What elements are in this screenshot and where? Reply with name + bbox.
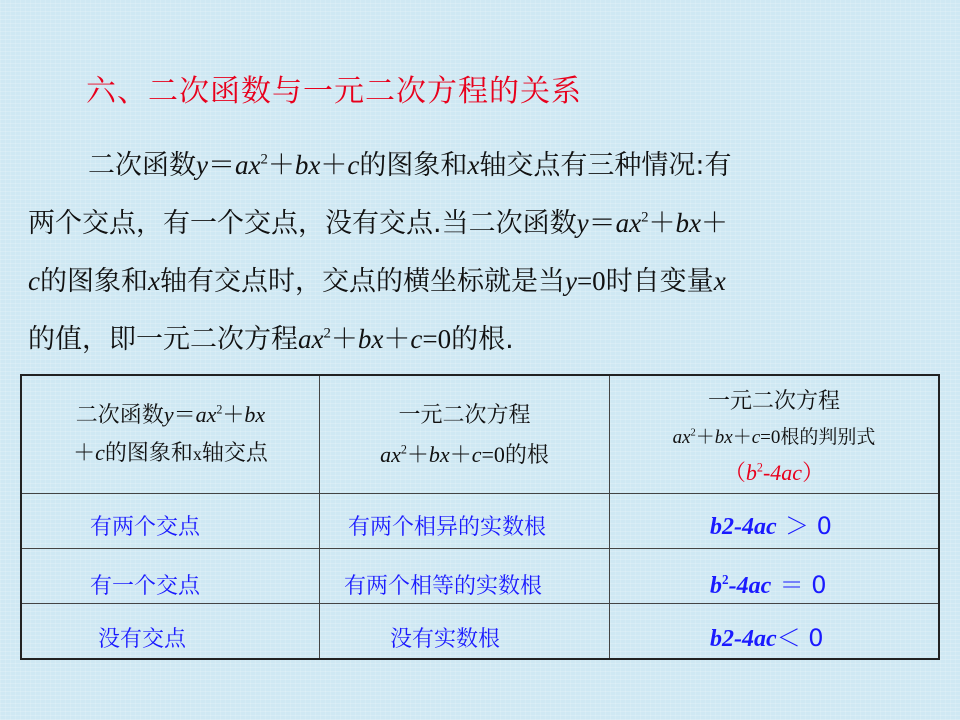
term-c: c xyxy=(28,266,40,296)
header-cell-graph xyxy=(22,376,320,493)
disc-expr: b2-4ac xyxy=(710,514,777,540)
disc-op: ＞ 0 xyxy=(785,512,832,540)
term-c: c xyxy=(347,150,360,180)
exponent: 2 xyxy=(323,325,331,342)
op: ＋ xyxy=(700,208,728,239)
text: 两个交点，有一个交点，没有交点.当二次函数 xyxy=(28,208,577,239)
term-bx: bx xyxy=(675,208,701,238)
cell-graph xyxy=(22,604,320,658)
text: 轴有交点时，交点的横坐标就是当 xyxy=(159,266,565,297)
term-c: c xyxy=(410,324,423,354)
term-c: c xyxy=(471,442,482,467)
op: ＋ xyxy=(383,324,411,355)
roots-text: 有两个相等的实数根 xyxy=(344,573,543,598)
op: ＝ xyxy=(173,403,196,428)
term-bx: bx xyxy=(428,442,450,467)
cell-discriminant xyxy=(610,494,938,548)
paren: （ xyxy=(723,461,746,486)
term-c: c xyxy=(95,440,105,465)
text: 二次函数 xyxy=(88,150,196,181)
cell-discriminant xyxy=(610,604,938,658)
term-ax: ax xyxy=(298,324,324,354)
text: 的图象和 xyxy=(104,441,193,466)
comparison-table xyxy=(20,374,940,660)
disc-b: b xyxy=(710,573,722,599)
text: 的图象和 xyxy=(359,150,468,181)
cell-graph xyxy=(22,549,320,603)
table-header-row xyxy=(22,376,938,494)
table-row xyxy=(22,549,938,604)
var-y: y xyxy=(564,266,577,296)
op: ＋ xyxy=(267,150,295,181)
header-line xyxy=(22,398,319,429)
var-x: x xyxy=(147,266,160,296)
header-line: 一元二次方程 xyxy=(398,403,531,428)
op: ＋ xyxy=(449,443,472,468)
var-y: y xyxy=(163,402,174,427)
header-line xyxy=(320,438,609,469)
text: 轴交点有三种情况:有 xyxy=(479,150,732,181)
op: ＝ xyxy=(207,150,235,181)
paragraph-line-1 xyxy=(28,136,928,194)
term-ax: ax xyxy=(672,427,691,448)
var-y: y xyxy=(196,150,208,180)
slide-title: 六、二次函数与一元二次方程的关系 xyxy=(86,74,582,109)
term-c: c xyxy=(751,427,761,448)
op: =0 xyxy=(576,266,606,296)
disc-op: ＜ 0 xyxy=(776,624,824,652)
term-ax: ax xyxy=(380,442,401,467)
term-ax: ax xyxy=(195,402,217,427)
explanation-paragraph xyxy=(28,136,928,368)
paren: ） xyxy=(802,461,825,486)
cell-roots xyxy=(320,604,610,658)
disc-rest: -4ac xyxy=(728,573,772,599)
op: ＋ xyxy=(648,208,676,239)
paragraph-line-4 xyxy=(28,310,928,368)
term-bx: bx xyxy=(294,150,321,180)
paragraph-line-3 xyxy=(28,252,928,310)
discriminant-text xyxy=(710,565,827,600)
header-line xyxy=(22,436,319,467)
text: 根的判别式 xyxy=(780,426,876,448)
op: =0 xyxy=(422,324,452,354)
op: =0 xyxy=(481,442,505,467)
header-line: 一元二次方程 xyxy=(707,389,840,414)
var-x: x xyxy=(192,444,202,464)
exponent: 2 xyxy=(216,402,223,417)
header-line-discriminant xyxy=(610,456,938,487)
op: ＋ xyxy=(73,441,96,466)
header-line xyxy=(610,422,938,449)
table-row xyxy=(22,604,938,658)
op: ＋ xyxy=(406,443,429,468)
var-y: y xyxy=(576,208,589,238)
graph-text: 有两个交点 xyxy=(90,514,201,539)
term-ax: ax xyxy=(234,150,261,180)
op: ＋ xyxy=(732,426,752,448)
op: =0 xyxy=(760,427,781,448)
term-bx: bx xyxy=(357,324,384,354)
var-x: x xyxy=(467,150,480,180)
discriminant-text xyxy=(710,506,832,541)
term-ax: ax xyxy=(615,208,642,238)
paragraph-line-2 xyxy=(28,194,928,252)
text: 的值，即一元二次方程 xyxy=(28,324,298,355)
term-4ac: -4ac xyxy=(762,460,803,485)
text: 二次函数 xyxy=(75,403,164,428)
text: 的根 xyxy=(504,443,549,468)
cell-graph xyxy=(22,494,320,548)
exponent: 2 xyxy=(400,442,407,457)
graph-text: 有一个交点 xyxy=(90,573,201,598)
exponent: 2 xyxy=(260,151,268,168)
op: ＝ xyxy=(588,208,616,239)
roots-text: 有两个相异的实数根 xyxy=(348,514,547,539)
op: ＋ xyxy=(330,324,358,355)
term-bx: bx xyxy=(714,427,733,448)
graph-text: 没有交点 xyxy=(98,626,187,651)
term-bx: bx xyxy=(244,402,266,427)
cell-roots xyxy=(320,494,610,548)
text: 轴交点 xyxy=(201,441,268,466)
term-b: b xyxy=(745,460,757,485)
disc-expr: b2-4ac xyxy=(710,626,777,652)
text: 的图象和 xyxy=(39,266,148,297)
table-row xyxy=(22,494,938,549)
op: ＋ xyxy=(222,403,245,428)
header-cell-roots xyxy=(320,376,610,493)
exponent: 2 xyxy=(756,460,763,475)
discriminant-text xyxy=(710,618,824,653)
text: 的根. xyxy=(451,324,514,355)
disc-op: ＝ 0 xyxy=(779,571,827,599)
exponent: 2 xyxy=(722,571,729,587)
header-cell-discriminant xyxy=(610,376,938,493)
op: ＋ xyxy=(695,426,715,448)
op: ＋ xyxy=(320,150,348,181)
cell-roots xyxy=(320,549,610,603)
exponent: 2 xyxy=(641,209,649,226)
var-x: x xyxy=(713,266,726,296)
exponent: 2 xyxy=(690,427,696,439)
roots-text: 没有实数根 xyxy=(390,626,501,651)
text: 时自变量 xyxy=(605,266,714,297)
cell-discriminant xyxy=(610,549,938,603)
